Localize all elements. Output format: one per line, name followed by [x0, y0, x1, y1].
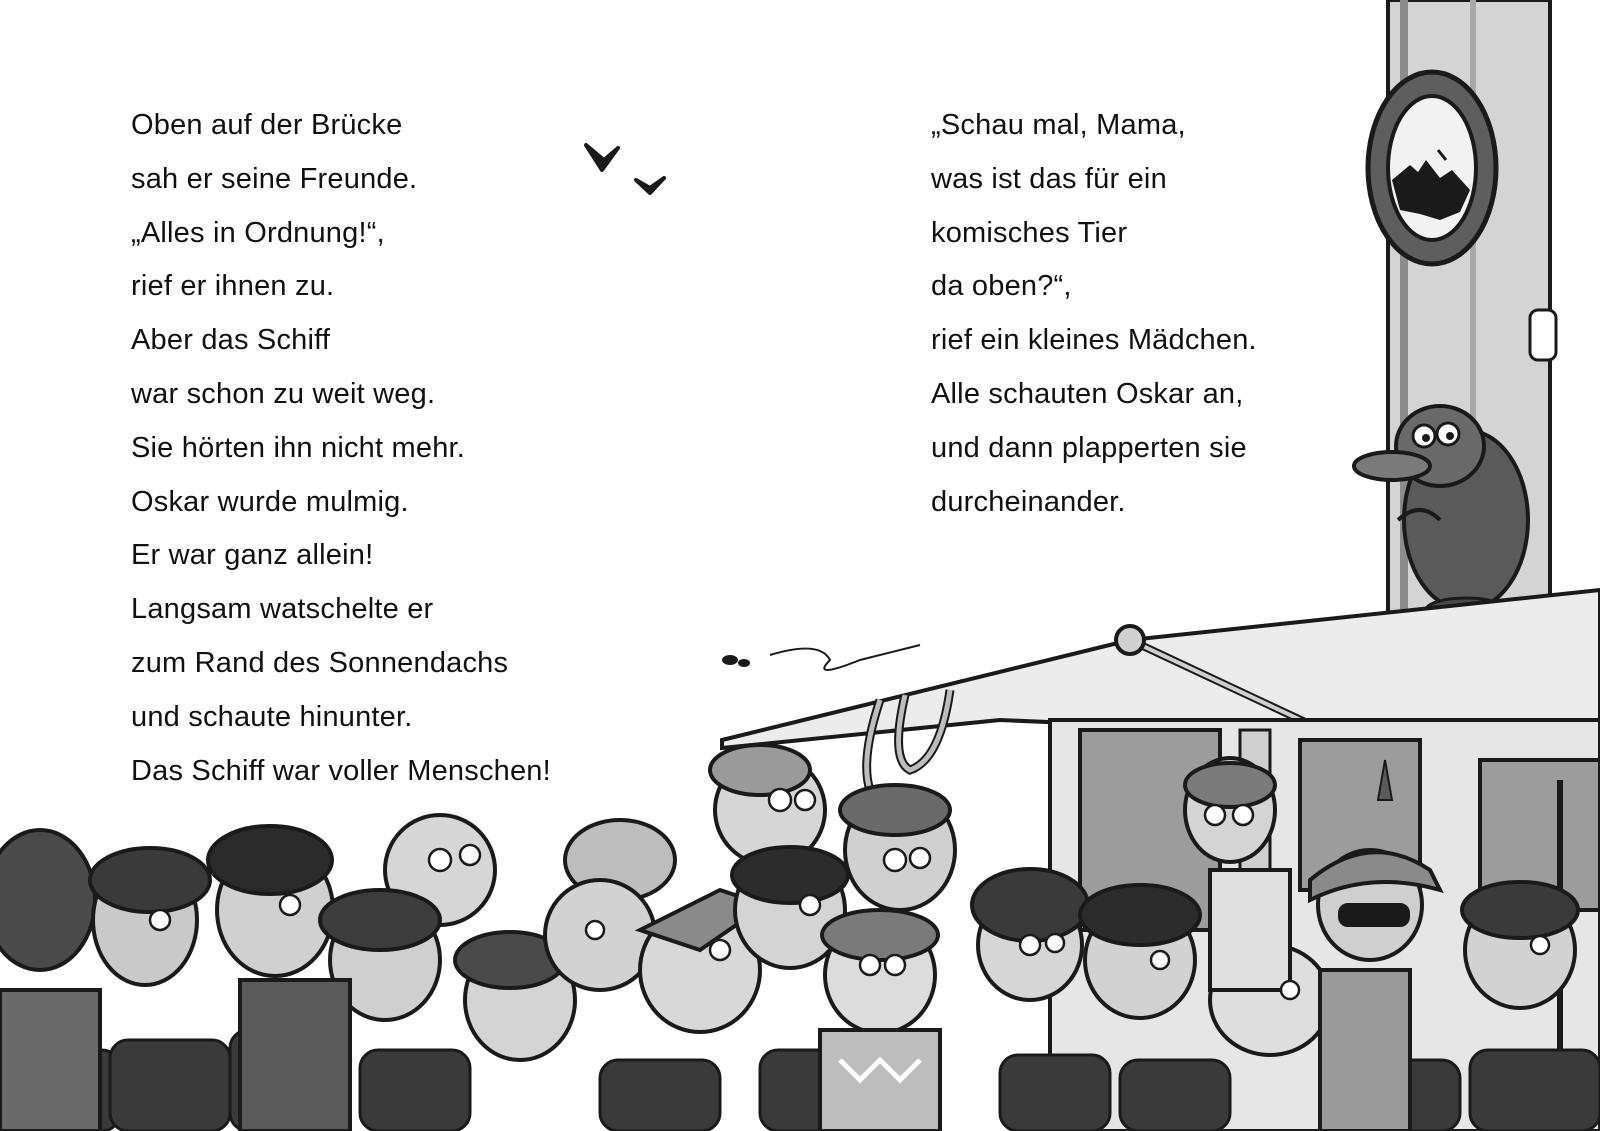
right-page-text	[931, 99, 1257, 529]
text-line: Aber das Schiff	[131, 324, 331, 357]
left-page-text	[131, 99, 551, 798]
text-line: Langsam watschelte er	[131, 593, 434, 626]
text-line: und schaute hinunter.	[131, 700, 413, 733]
text-line: Er war ganz allein!	[131, 539, 374, 572]
text-line: war schon zu weit weg.	[131, 377, 436, 410]
text-line: „Alles in Ordnung!“,	[131, 216, 385, 249]
text-line: Oskar wurde mulmig.	[131, 485, 409, 518]
text-line: Sie hörten ihn nicht mehr.	[131, 431, 466, 464]
text-line: komisches Tier	[931, 216, 1128, 249]
birds-icon	[586, 145, 664, 193]
text-line: Oben auf der Brücke	[131, 109, 403, 141]
text-line: durcheinander.	[931, 485, 1126, 518]
text-line: und dann plapperten sie	[931, 431, 1247, 464]
text-line: Das Schiff war voller Menschen!	[131, 754, 551, 787]
text-line: was ist das für ein	[931, 162, 1167, 195]
text-line: sah er seine Freunde.	[131, 162, 418, 195]
text-line: zum Rand des Sonnendachs	[131, 646, 509, 679]
porthole-icon	[1368, 72, 1496, 264]
text-line: rief er ihnen zu.	[131, 270, 335, 303]
text-line: da oben?“,	[931, 270, 1072, 303]
text-line: „Schau mal, Mama,	[931, 109, 1186, 141]
text-line: Alle schauten Oskar an,	[931, 377, 1244, 410]
text-line: rief ein kleines Mädchen.	[931, 324, 1257, 357]
fly-icon	[722, 645, 920, 670]
